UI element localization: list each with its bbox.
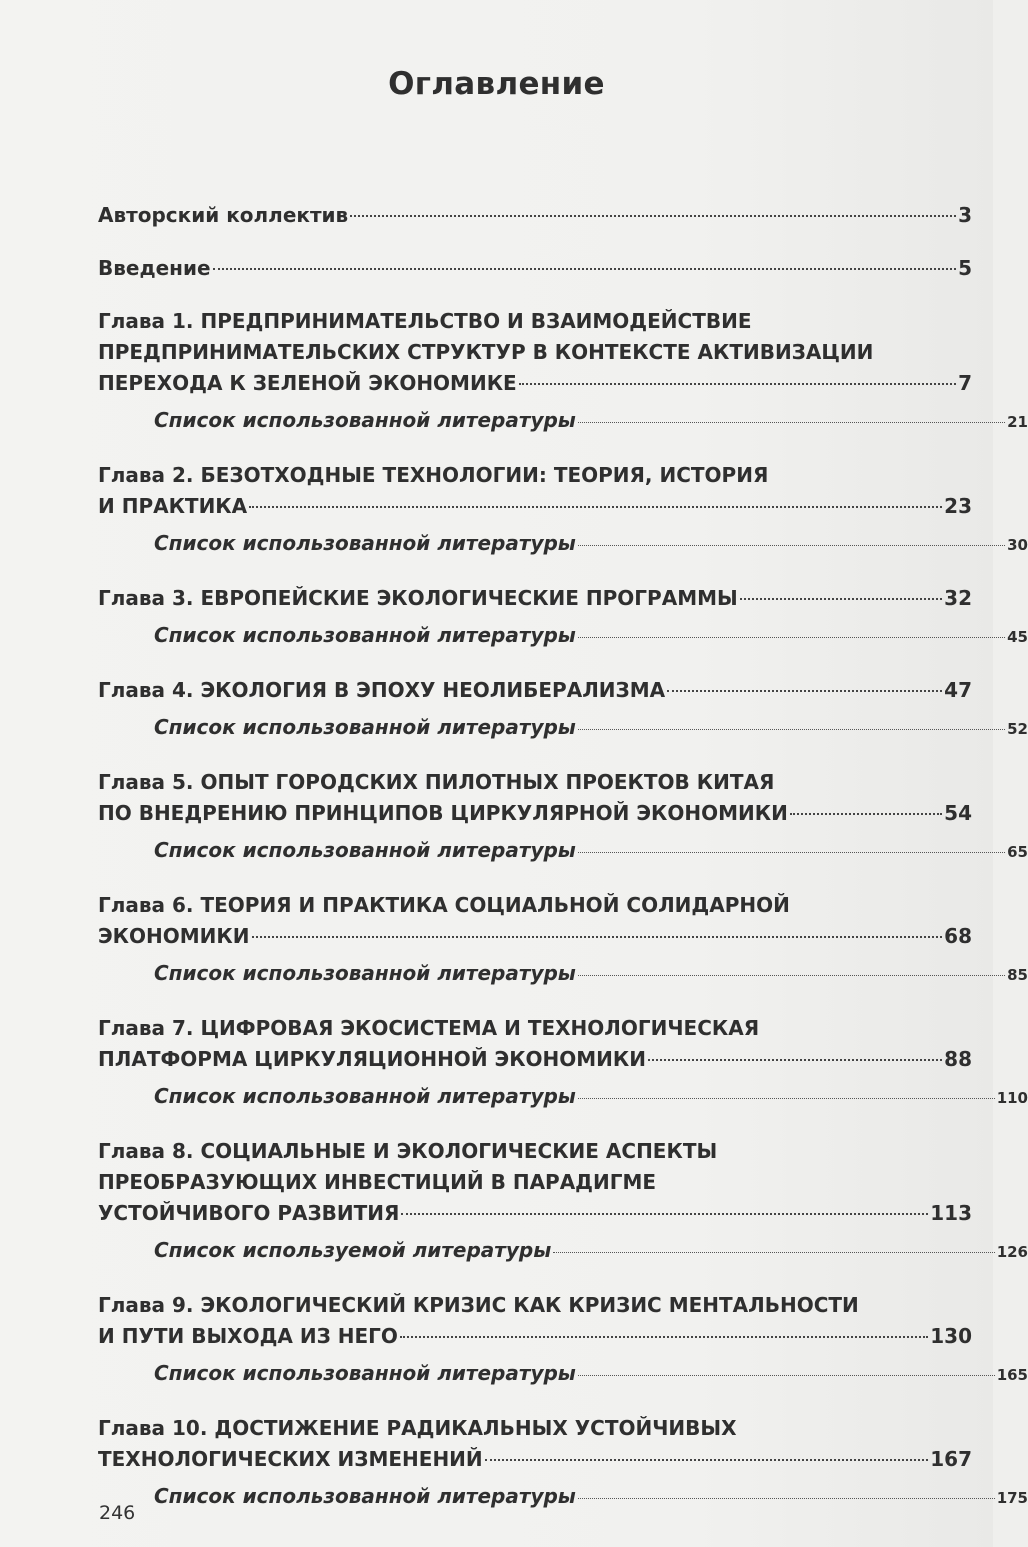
chapter-page: 113: [930, 1201, 972, 1225]
dot-leader: [553, 1252, 994, 1253]
chapter-title-line: Глава 9. ЭКОЛОГИЧЕСКИЙ КРИЗИС КАК КРИЗИС МЕНТАЛЬНОСТИ: [98, 1293, 859, 1317]
chapter-title-row: [98, 583, 972, 614]
dot-leader: [648, 1059, 942, 1061]
dot-leader: [249, 506, 942, 508]
dot-leader: [578, 422, 1005, 423]
references-label: Список использованной литературы: [154, 1484, 576, 1508]
chapter-title-line: Глава 3. ЕВРОПЕЙСКИЕ ЭКОЛОГИЧЕСКИЕ ПРОГРАММЫ: [98, 586, 738, 610]
references-label: Список использованной литературы: [154, 623, 576, 647]
page-number: 246: [99, 1502, 136, 1524]
dot-leader: [578, 1498, 995, 1499]
toc-chapter-9: [98, 1290, 1028, 1391]
references-entry: [154, 712, 1028, 745]
references-label: Список использованной литературы: [154, 961, 576, 985]
chapter-page: 167: [930, 1447, 972, 1471]
toc-entry-authors: [98, 200, 972, 231]
chapter-title-line: ПРЕДПРИНИМАТЕЛЬСКИХ СТРУКТУР В КОНТЕКСТЕ АКТИВИЗАЦИИ: [98, 340, 874, 364]
chapter-title-row: [98, 1321, 972, 1352]
dot-leader: [578, 1098, 995, 1099]
references-page: 126: [996, 1243, 1028, 1261]
chapter-title-line: И ПРАКТИКА: [98, 494, 248, 518]
dot-leader: [578, 729, 1005, 730]
dot-leader: [400, 1336, 928, 1338]
dot-leader: [667, 690, 942, 692]
dot-leader: [578, 1375, 995, 1376]
chapter-title-line: ПО ВНЕДРЕНИЮ ПРИНЦИПОВ ЦИРКУЛЯРНОЙ ЭКОНОМИКИ: [98, 801, 788, 825]
references-page: 52: [1007, 720, 1028, 738]
chapter-title-line: И ПУТИ ВЫХОДА ИЗ НЕГО: [98, 1324, 398, 1348]
chapter-title-line: Глава 6. ТЕОРИЯ И ПРАКТИКА СОЦИАЛЬНОЙ СОЛИДАРНОЙ: [98, 893, 790, 917]
toc-chapter-8: [98, 1136, 1028, 1268]
toc-entry-page: 3: [958, 203, 972, 227]
toc-chapter-2: [98, 460, 1028, 561]
chapter-title-row: [98, 798, 972, 829]
references-entry: [154, 835, 1028, 868]
chapter-page: 32: [944, 586, 972, 610]
chapter-title-line: ТЕХНОЛОГИЧЕСКИХ ИЗМЕНЕНИЙ: [98, 1447, 483, 1471]
chapter-title-row: [98, 491, 972, 522]
chapter-title-row: [98, 921, 972, 952]
chapter-title-line: Глава 7. ЦИФРОВАЯ ЭКОСИСТЕМА И ТЕХНОЛОГИЧЕСКАЯ: [98, 1016, 760, 1040]
references-page: 165: [996, 1366, 1028, 1384]
references-page: 175: [996, 1489, 1028, 1507]
toc-chapter-4: [98, 675, 1028, 745]
chapter-page: 47: [944, 678, 972, 702]
chapter-title-row: [98, 368, 972, 399]
references-label: Список используемой литературы: [154, 1238, 552, 1262]
toc-entry-page: 5: [958, 256, 972, 280]
dot-leader: [350, 215, 956, 217]
dot-leader: [578, 852, 1005, 853]
chapter-page: 68: [944, 924, 972, 948]
references-entry: [154, 1081, 1028, 1114]
chapter-page: 130: [930, 1324, 972, 1348]
references-page: 21: [1007, 413, 1028, 431]
references-page: 45: [1007, 628, 1028, 646]
references-page: 65: [1007, 843, 1028, 861]
dot-leader: [578, 545, 1005, 546]
references-page: 85: [1007, 966, 1028, 984]
toc-chapter-5: [98, 767, 1028, 868]
chapter-title-line: ЭКОНОМИКИ: [98, 924, 250, 948]
chapter-title-line: Глава 1. ПРЕДПРИНИМАТЕЛЬСТВО И ВЗАИМОДЕЙСТВИЕ: [98, 309, 752, 333]
chapter-title-line: ПЛАТФОРМА ЦИРКУЛЯЦИОННОЙ ЭКОНОМИКИ: [98, 1047, 647, 1071]
chapter-title-line: Глава 8. СОЦИАЛЬНЫЕ И ЭКОЛОГИЧЕСКИЕ АСПЕКТЫ: [98, 1139, 718, 1163]
references-entry: [154, 1481, 1028, 1514]
chapter-title-row: [98, 1444, 972, 1475]
dot-leader: [578, 637, 1005, 638]
references-label: Список использованной литературы: [154, 408, 576, 432]
toc-entry-introduction: [98, 253, 972, 284]
toc-entry-label: Авторский коллектив: [98, 203, 349, 227]
dot-leader: [401, 1213, 928, 1215]
chapter-page: 88: [944, 1047, 972, 1071]
chapter-title-row: [98, 1044, 972, 1075]
chapter-page: 54: [944, 801, 972, 825]
page-title: Оглавление: [388, 66, 605, 102]
chapter-title-line: Глава 2. БЕЗОТХОДНЫЕ ТЕХНОЛОГИИ: ТЕОРИЯ, ИСТОРИЯ: [98, 463, 769, 487]
references-page: 30: [1007, 536, 1028, 554]
references-entry: [154, 528, 1028, 561]
chapter-page: 7: [958, 371, 972, 395]
references-entry: [154, 1358, 1028, 1391]
chapter-title-row: [98, 1198, 972, 1229]
chapter-title-line: Глава 10. ДОСТИЖЕНИЕ РАДИКАЛЬНЫХ УСТОЙЧИВЫХ: [98, 1416, 737, 1440]
references-label: Список использованной литературы: [154, 715, 576, 739]
chapter-title-line: ПРЕОБРАЗУЮЩИХ ИНВЕСТИЦИЙ В ПАРАДИГМЕ: [98, 1170, 657, 1194]
toc-chapter-10: [98, 1413, 1028, 1514]
dot-leader: [252, 936, 943, 938]
chapter-title-line: ПЕРЕХОДА К ЗЕЛЕНОЙ ЭКОНОМИКЕ: [98, 371, 517, 395]
toc-chapter-3: [98, 583, 1028, 653]
chapter-title-line: Глава 4. ЭКОЛОГИЯ В ЭПОХУ НЕОЛИБЕРАЛИЗМА: [98, 678, 666, 702]
dot-leader: [519, 383, 956, 385]
references-label: Список использованной литературы: [154, 838, 576, 862]
toc-chapter-7: [98, 1013, 1028, 1114]
references-entry: [154, 958, 1028, 991]
references-label: Список использованной литературы: [154, 1361, 576, 1385]
references-entry: [154, 620, 1028, 653]
dot-leader: [578, 975, 1005, 976]
dot-leader: [485, 1459, 929, 1461]
table-of-contents: [98, 200, 1028, 1514]
dot-leader: [740, 598, 942, 600]
toc-entry-label: Введение: [98, 256, 211, 280]
chapter-title-line: Глава 5. ОПЫТ ГОРОДСКИХ ПИЛОТНЫХ ПРОЕКТОВ КИТАЯ: [98, 770, 775, 794]
references-label: Список использованной литературы: [154, 1084, 576, 1108]
chapter-page: 23: [944, 494, 972, 518]
chapter-list: [98, 306, 1028, 1514]
toc-chapter-1: [98, 306, 1028, 438]
references-label: Список использованной литературы: [154, 531, 576, 555]
references-entry: [154, 405, 1028, 438]
chapter-title-line: УСТОЙЧИВОГО РАЗВИТИЯ: [98, 1201, 400, 1225]
toc-chapter-6: [98, 890, 1028, 991]
references-entry: [154, 1235, 1028, 1268]
dot-leader: [790, 813, 942, 815]
chapter-title-row: [98, 675, 972, 706]
references-page: 110: [996, 1089, 1028, 1107]
dot-leader: [213, 268, 957, 270]
